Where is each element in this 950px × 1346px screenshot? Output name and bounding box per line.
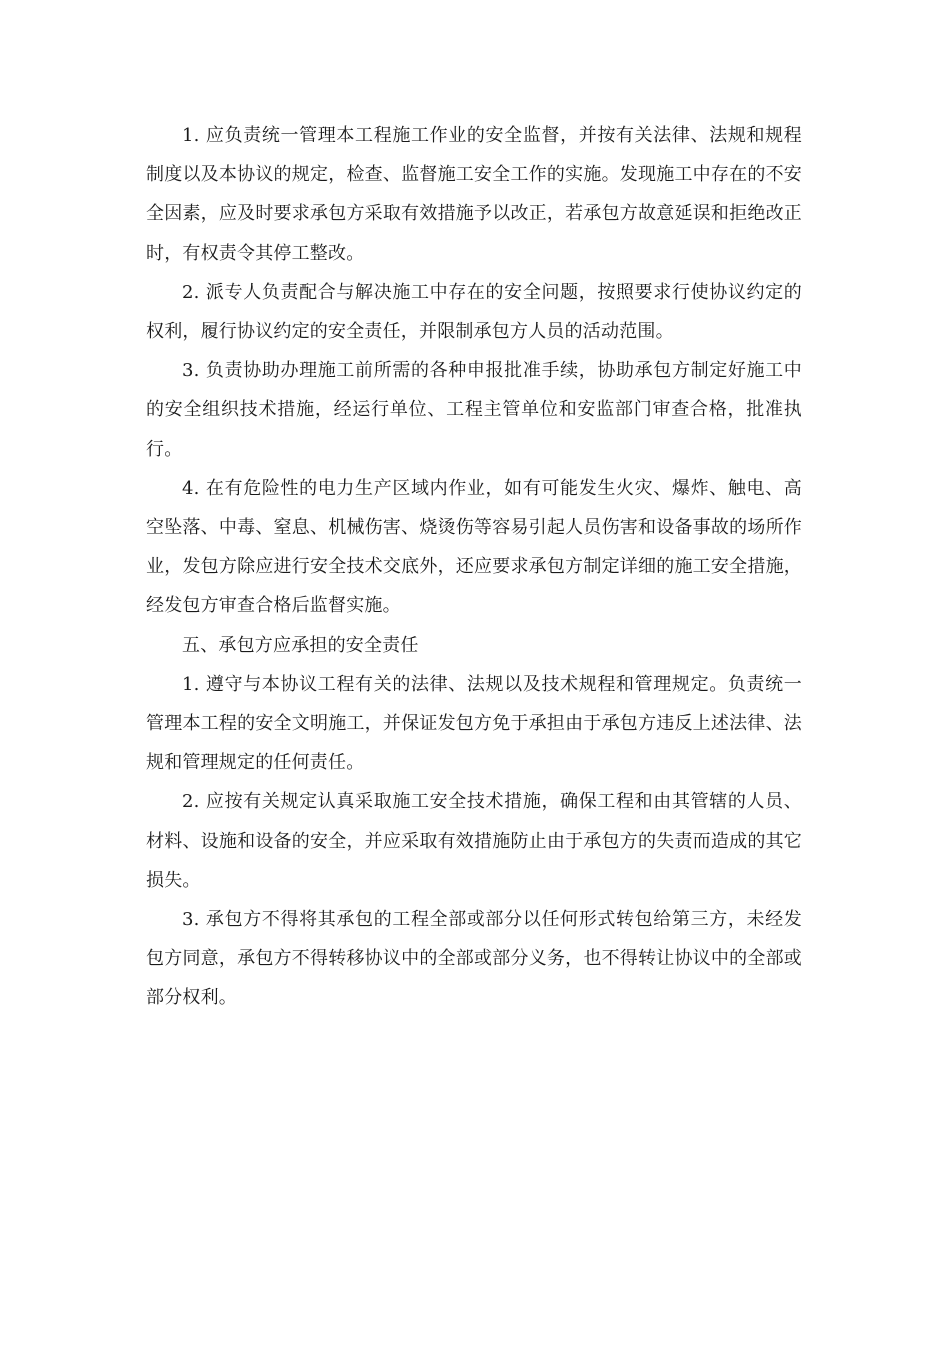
contractor-clause-1: 1. 遵守与本协议工程有关的法律、法规以及技术规程和管理规定。负责统一管理本工程的安全文明施工，并保证发包方免于承担由于承包方违反上述法律、法规和管理规定的任何责任。 bbox=[146, 673, 802, 774]
contractor-clause-2: 2. 应按有关规定认真采取施工安全技术措施，确保工程和由其管辖的人员、材料、设施和设备的安全，并应采取有效措施防止由于承包方的失责而造成的其它损失。 bbox=[146, 791, 802, 891]
clause-2-coordination: 2. 派专人负责配合与解决施工中存在的安全问题，按照要求行使协议约定的权利，履行协议约定的安全责任，并限制承包方人员的活动范围。 bbox=[146, 281, 802, 343]
contractor-clause-3: 3. 承包方不得将其承包的工程全部或部分以任何形式转包给第三方，未经发包方同意，承包方不得转移协议中的全部或部分义务，也不得转让协议中的全部或部分权利。 bbox=[146, 909, 802, 1009]
clause-4-hazard-area: 4. 在有危险性的电力生产区域内作业，如有可能发生火灾、爆炸、触电、高空坠落、中毒、窒息、机械伤害、烧烫伤等容易引起人员伤害和设备事故的场所作业，发包方除应进行安全技术交底外，还应要求承包方制定详细的施工安全措施，经发包方审查合格后监督实施。 bbox=[146, 477, 802, 617]
clause-1-supervision: 1. 应负责统一管理本工程施工作业的安全监督，并按有关法律、法规和规程制度以及本协议的规定，检查、监督施工安全工作的实施。发现施工中存在的不安全因素，应及时要求承包方采取有效措施予以改正，若承包方故意延误和拒绝改正时，有权责令其停工整改。 bbox=[146, 125, 802, 264]
clause-3-approval: 3. 负责协助办理施工前所需的各种申报批准手续，协助承包方制定好施工中的安全组织技术措施，经运行单位、工程主管单位和安监部门审查合格，批准执行。 bbox=[146, 360, 802, 460]
section-heading-contractor: 五、承包方应承担的安全责任 bbox=[182, 634, 419, 656]
